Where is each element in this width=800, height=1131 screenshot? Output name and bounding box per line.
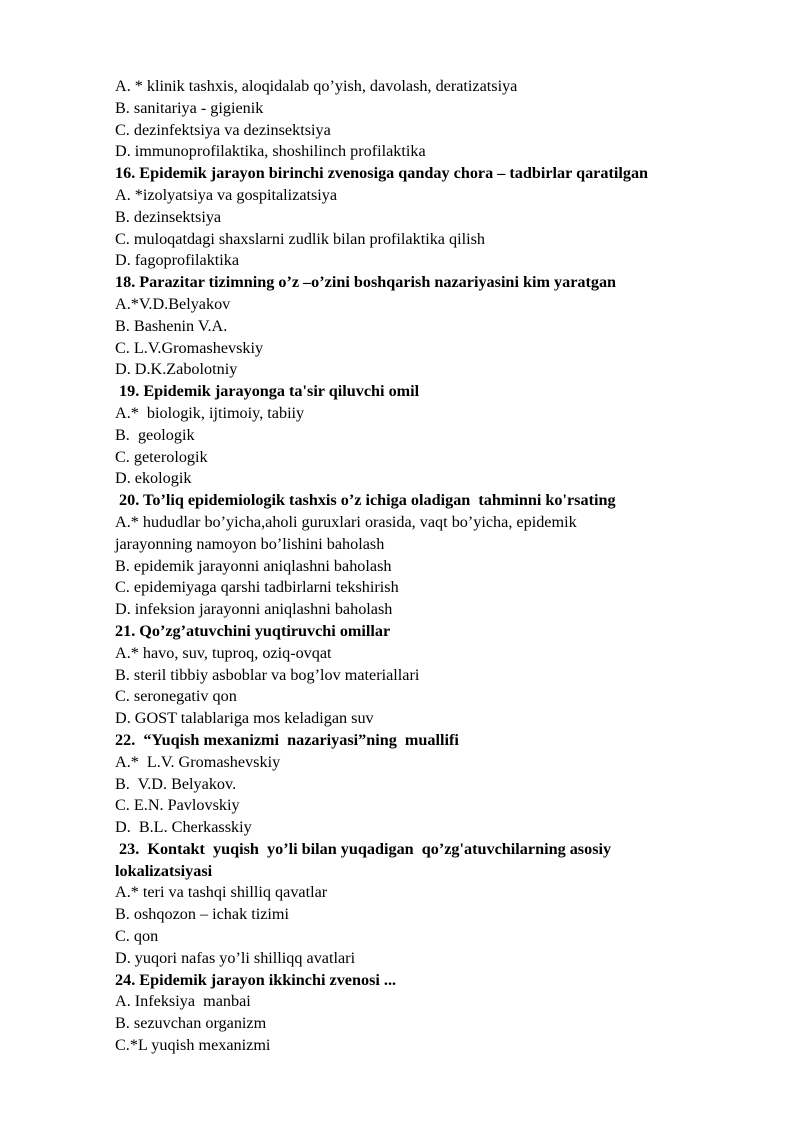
answer-option-line: B. geologik xyxy=(115,425,195,444)
document-page xyxy=(115,76,755,1057)
answer-option-line: B. sezuvchan organizm xyxy=(115,1014,267,1033)
answer-option-line: C. geterologik xyxy=(115,447,208,466)
question-line: 23. Kontakt yuqish yo’li bilan yuqadigan qo’zg'atuvchilarning asosiy xyxy=(115,839,612,858)
answer-option-line: B. Bashenin V.A. xyxy=(115,316,228,335)
answer-option-line: A.* teri va tashqi shilliq qavatlar xyxy=(115,883,328,902)
answer-option-line: D. yuqori nafas yo’li shilliqq avatlari xyxy=(115,948,356,967)
answer-option-line: A.* havo, suv, tuproq, oziq-ovqat xyxy=(115,643,332,662)
answer-option-line: C. seronegativ qon xyxy=(115,687,237,706)
answer-option-line: D. GOST talablariga mos keladigan suv xyxy=(115,709,374,728)
question-line: 24. Epidemik jarayon ikkinchi zvenosi ... xyxy=(115,970,397,989)
question-line: 20. To’liq epidemiologik tashxis o’z ichiga oladigan tahminni ko'rsating xyxy=(115,491,616,510)
answer-option-line: C. muloqatdagi shaxslarni zudlik bilan profilaktika qilish xyxy=(115,229,486,248)
answer-option-line: B. epidemik jarayonni aniqlashni baholash xyxy=(115,556,392,575)
answer-option-line: C. epidemiyaga qarshi tadbirlarni tekshirish xyxy=(115,578,399,597)
question-line: 16. Epidemik jarayon birinchi zvenosiga qanday chora – tadbirlar qaratilgan xyxy=(115,164,649,183)
answer-option-line: D. ekologik xyxy=(115,469,192,488)
answer-option-line: B. steril tibbiy asboblar va bog’lov materiallari xyxy=(115,665,420,684)
answer-option-line: C.*L yuqish mexanizmi xyxy=(115,1036,271,1055)
answer-option-line: A. * klinik tashxis, aloqidalab qo’yish, davolash, deratizatsiya xyxy=(115,77,518,95)
answer-option-line: C. qon xyxy=(115,927,159,946)
question-line: 22. “Yuqish mexanizmi nazariyasi”ning muallifi xyxy=(115,730,459,749)
answer-option-line: jarayonning namoyon bo’lishini baholash xyxy=(115,534,385,553)
answer-option-line: D. B.L. Cherkasskiy xyxy=(115,818,252,837)
answer-option-line: C. E.N. Pavlovskiy xyxy=(115,796,240,815)
answer-option-line: C. dezinfektsiya va dezinsektsiya xyxy=(115,120,331,139)
question-line: 21. Qo’zg’atuvchini yuqtiruvchi omillar xyxy=(115,621,391,640)
answer-option-line: A.* biologik, ijtimoiy, tabiiy xyxy=(115,403,305,422)
answer-option-line: A. *izolyatsiya va gospitalizatsiya xyxy=(115,185,338,204)
answer-option-line: B. V.D. Belyakov. xyxy=(115,774,237,793)
answer-option-line: A.*V.D.Belyakov xyxy=(115,294,231,313)
question-line: 18. Parazitar tizimning o’z –o’zini boshqarish nazariyasini kim yaratgan xyxy=(115,273,617,292)
answer-option-line: A.* L.V. Gromashevskiy xyxy=(115,752,281,771)
question-line: lokalizatsiyasi xyxy=(115,861,213,880)
answer-option-line: C. L.V.Gromashevskiy xyxy=(115,338,264,357)
answer-option-line: D. D.K.Zabolotniy xyxy=(115,360,238,379)
answer-option-line: B. dezinsektsiya xyxy=(115,207,222,226)
answer-option-line: D. immunoprofilaktika, shoshilinch profilaktika xyxy=(115,142,426,161)
answer-option-line: B. oshqozon – ichak tizimi xyxy=(115,905,289,924)
answer-option-line: D. infeksion jarayonni aniqlashni baholash xyxy=(115,600,393,619)
answer-option-line: A.* hududlar bo’yicha,aholi guruxlari orasida, vaqt bo’yicha, epidemik xyxy=(115,512,577,531)
answer-option-line: B. sanitariya - gigienik xyxy=(115,98,264,117)
question-line: 19. Epidemik jarayonga ta'sir qiluvchi omil xyxy=(115,382,420,401)
answer-option-line: D. fagoprofilaktika xyxy=(115,251,240,270)
answer-option-line: A. Infeksiya manbai xyxy=(115,992,251,1011)
